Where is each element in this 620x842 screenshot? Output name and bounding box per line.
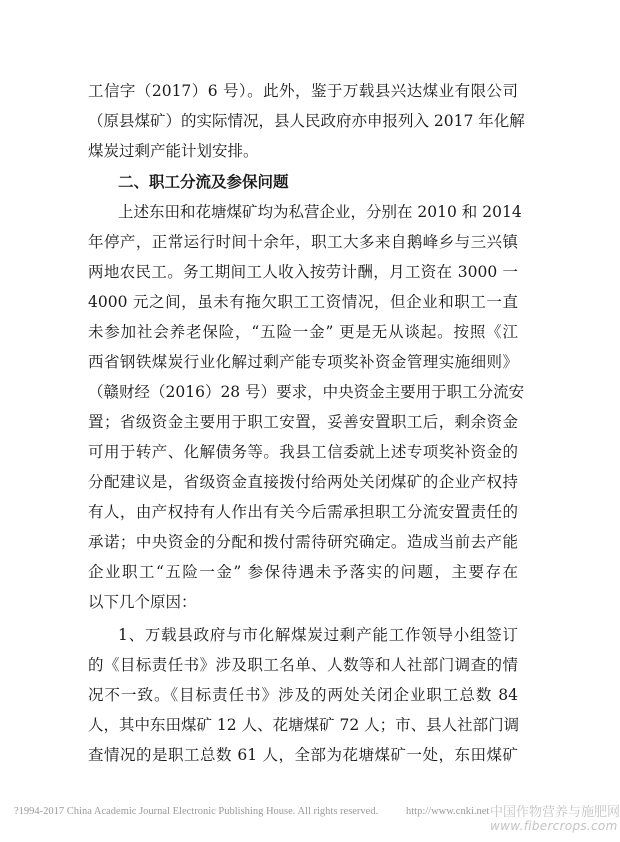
body-line: 况不一致。《目标责任书》涉及的两处关闭企业职工总数 84 bbox=[88, 686, 518, 704]
body-line: （原县煤矿）的实际情况，县人民政府亦申报列入 2017 年化解 bbox=[88, 112, 525, 130]
body-line: 4000 元之间，虽未有拖欠职工工资情况，但企业和职工一直 bbox=[88, 293, 518, 311]
body-line: 可用于转产、化解债务等。我县工信委就上述专项奖补资金的 bbox=[88, 443, 518, 461]
body-line: 置；省级资金主要用于职工安置，妥善安置职工后，剩余资金 bbox=[88, 413, 518, 431]
body-line: 年停产，正常运行时间十余年，职工大多来自鹅峰乡与三兴镇 bbox=[88, 233, 518, 251]
body-line: 人，其中东田煤矿 12 人、花塘煤矿 72 人；市、县人社部门调 bbox=[88, 716, 520, 734]
watermark-url: www.fibercrops.com bbox=[490, 819, 618, 833]
body-line: 两地农民工。务工期间工人收入按劳计酬，月工资在 3000 一 bbox=[88, 263, 518, 281]
body-line: 西省钢铁煤炭行业化解过剩产能专项奖补资金管理实施细则》 bbox=[88, 353, 518, 371]
watermark-text: 中国作物营养与施肥网 bbox=[490, 805, 620, 820]
body-line: 有人，由产权持有人作出有关今后需承担职工分流安置责任的 bbox=[88, 503, 518, 521]
body-line: 上述东田和花塘煤矿均为私营企业，分别在 2010 和 2014 bbox=[118, 203, 522, 221]
body-line: 以下几个原因： bbox=[88, 593, 197, 611]
body-line: 的《目标责任书》涉及职工名单、人数等和人社部门调查的情 bbox=[88, 656, 518, 674]
publisher-link[interactable]: http://www.cnki.net bbox=[406, 806, 490, 817]
copyright-notice: ?1994-2017 China Academic Journal Electronic Publishing House. All rights reserved. bbox=[14, 806, 379, 817]
body-line: 企业职工“五险一金” 参保待遇未予落实的问题，主要存在 bbox=[88, 563, 518, 581]
body-line: 分配建议是，省级资金直接拨付给两处关闭煤矿的企业产权持 bbox=[88, 473, 518, 491]
body-line: 未参加社会养老保险，“五险一金” 更是无从谈起。按照《江 bbox=[88, 323, 518, 341]
body-line: （赣财经（2016）28 号）要求，中央资金主要用于职工分流安 bbox=[88, 383, 525, 401]
body-line: 承诺；中央资金的分配和拨付需待研究确定。造成当前去产能 bbox=[88, 533, 518, 551]
body-line: 煤炭过剩产能计划安排。 bbox=[88, 142, 259, 160]
body-line: 1、万载县政府与市化解煤炭过剩产能工作领导小组签订 bbox=[118, 626, 518, 644]
body-line: 查情况的是职工总数 61 人，全部为花塘煤矿一处，东田煤矿 bbox=[88, 746, 518, 764]
body-line: 工信字（2017）6 号）。此外，鉴于万载县兴达煤业有限公司 bbox=[88, 82, 518, 100]
section-heading: 二、职工分流及参保问题 bbox=[118, 173, 289, 191]
